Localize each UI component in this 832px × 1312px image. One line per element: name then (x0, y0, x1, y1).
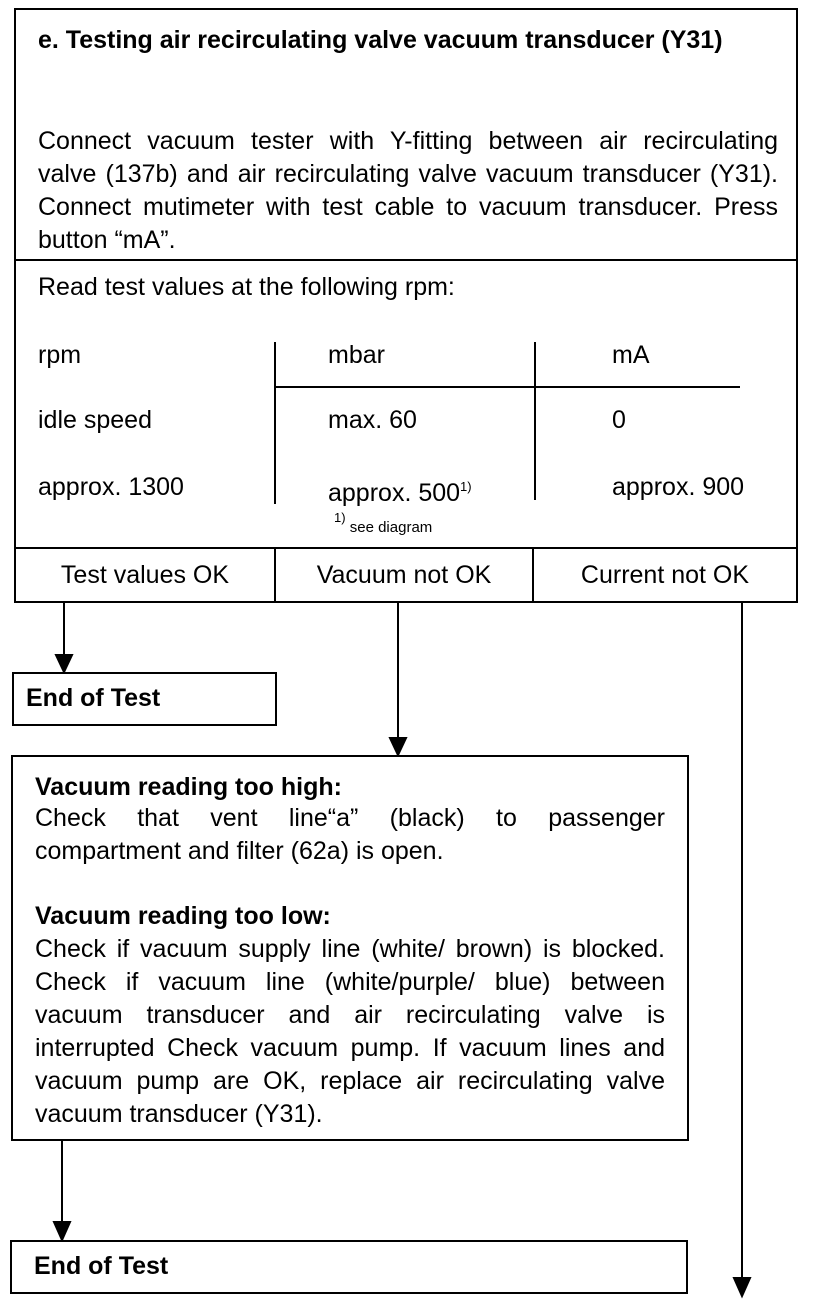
instruction-text: Connect vacuum tester with Y-fitting between air recirculating valve (137b) and air recirculating valve vacuum transducer (Y31). Connect mutimeter with test cable to vacuum transducer. Press button “mA”. (38, 127, 778, 254)
end-of-test-label-1: End of Test (26, 684, 161, 712)
end-of-test-label-2: End of Test (34, 1252, 169, 1280)
footnote-text: see diagram (349, 519, 433, 536)
end-of-test-box-2 (10, 1240, 688, 1294)
section-title: e. Testing air recirculating valve vacuum transducer (Y31) (38, 26, 723, 54)
row1-rpm: idle speed (38, 406, 152, 434)
arrow-current-head (734, 1278, 750, 1296)
row2-rpm: approx. 1300 (38, 473, 184, 501)
low-text: Check if vacuum supply line (white/ brown) is blocked. Check if vacuum line (white/purple/ blue) between vacuum transducer and air recirculating valve is interrupted Check vacuum pump. If vacuum lines and vacuum pump are OK, replace air recirculating valve vacuum transducer (Y31). (35, 935, 665, 1128)
footnote-ref: 1) (334, 510, 346, 525)
high-heading: Vacuum reading too high: (35, 773, 342, 801)
row1-mbar: max. 60 (328, 406, 417, 434)
remedy-box (11, 755, 689, 1141)
outcome-test-values-ok: Test values OK (60, 561, 230, 589)
header-ma: mA (612, 341, 650, 369)
row2-mbar-value: approx. 500 (328, 479, 461, 507)
row1-ma: 0 (612, 406, 626, 434)
arrow-ok-head (56, 655, 72, 672)
table-intro: Read test values at the following rpm: (38, 273, 455, 301)
end-of-test-box-1 (12, 672, 277, 726)
row2-ma: approx. 900 (612, 473, 745, 501)
footnote-marker: 1) (460, 479, 472, 494)
header-rpm: rpm (38, 341, 82, 369)
arrow-remedy-head (54, 1222, 70, 1240)
low-heading: Vacuum reading too low: (35, 902, 331, 930)
high-text: Check that vent line“a” (black) to passenger compartment and filter (62a) is open. (35, 804, 665, 865)
outcome-current-not-ok: Current not OK (580, 561, 750, 589)
outcome-vacuum-not-ok: Vacuum not OK (316, 561, 492, 589)
header-mbar: mbar (328, 341, 385, 369)
arrow-vacuum-head (390, 738, 406, 755)
